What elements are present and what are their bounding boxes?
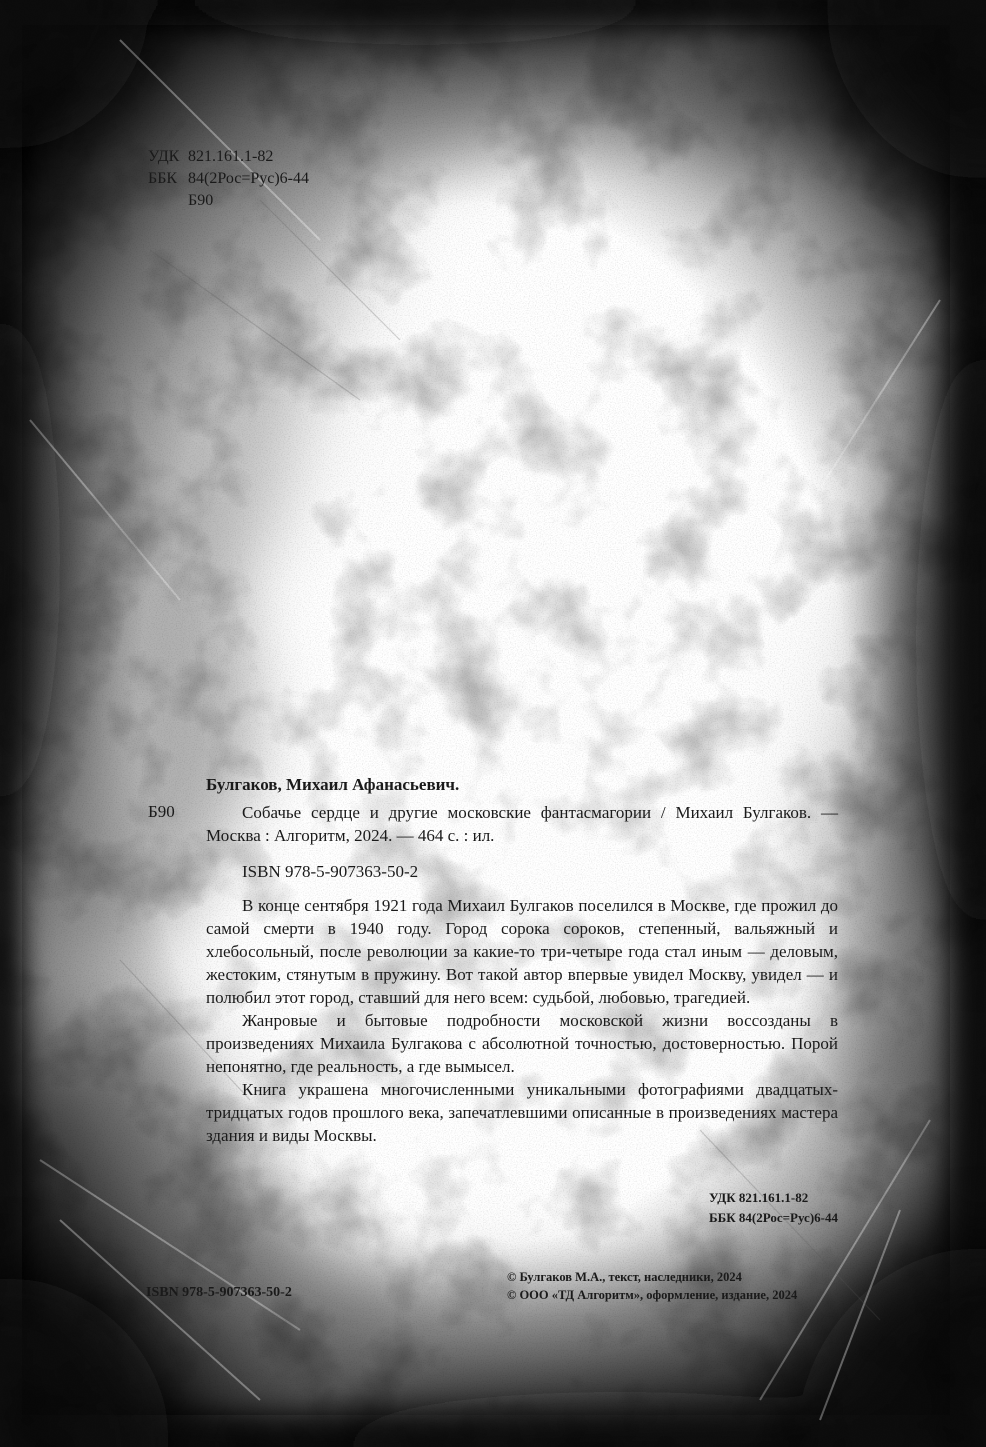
udk-value: 821.161.1-82 [188,148,274,165]
copyright-block [507,1268,797,1304]
bbk-label: ББК [148,170,178,187]
bbk-row [148,168,309,190]
footer-isbn: ISBN 978-5-907363-50-2 [146,1285,292,1300]
bottom-udk: УДК 821.161.1-82 [709,1190,809,1205]
bibliographic-record [206,801,838,1147]
bottom-classification-block [709,1188,838,1228]
author-mark: Б90 [148,802,175,821]
annotation-paragraph-2: Жанровые и бытовые подробности московской жизни воссозданы в произведениях Михаила Булгакова с абсолютной точностью, достоверностью. Порой непонятно, где реальность, а где вымысел. [206,1011,838,1076]
copyright-design: © ООО «ТД Алгоритм», оформление, издание, 2024 [507,1288,798,1302]
title-description: Собачье сердце и другие московские фантасмагории / Михаил Булгаков. — Москва : Алгоритм, 2024. — 464 с. : ил. [206,803,838,845]
author-heading: Булгаков, Михаил Афанасьевич. [206,775,460,794]
annotation-paragraph-3: Книга украшена многочисленными уникальными фотографиями двадцатых-тридцатых годов прошлого века, запечатлевшими описанные в произведениях мастера здания и виды Москвы. [206,1080,838,1145]
record-isbn: ISBN 978-5-907363-50-2 [242,862,419,881]
copyright-text: © Булгаков М.А., текст, наследники, 2024 [507,1270,742,1284]
top-classification-block [148,146,309,212]
author-mark-top: Б90 [188,192,214,209]
bbk-value: 84(2Рос=Рус)6-44 [188,170,310,187]
udk-row [148,146,309,168]
bottom-bbk: ББК 84(2Рос=Рус)6-44 [709,1210,838,1225]
udk-label: УДК [148,148,180,165]
annotation-paragraph-1: В конце сентября 1921 года Михаил Булгаков поселился в Москве, где прожил до самой смерти в 1940 году. Город сорока сороков, степенный, вальяжный и хлебосольный, после революции за какие-то три-четыре года стал иным — деловым, жестоким, стянутым в пружину. Вот такой автор впервые увидел Москву, увидел — и полюбил этот город, ставший для него всем: судьбой, любовью, трагедией. [206,896,838,1007]
